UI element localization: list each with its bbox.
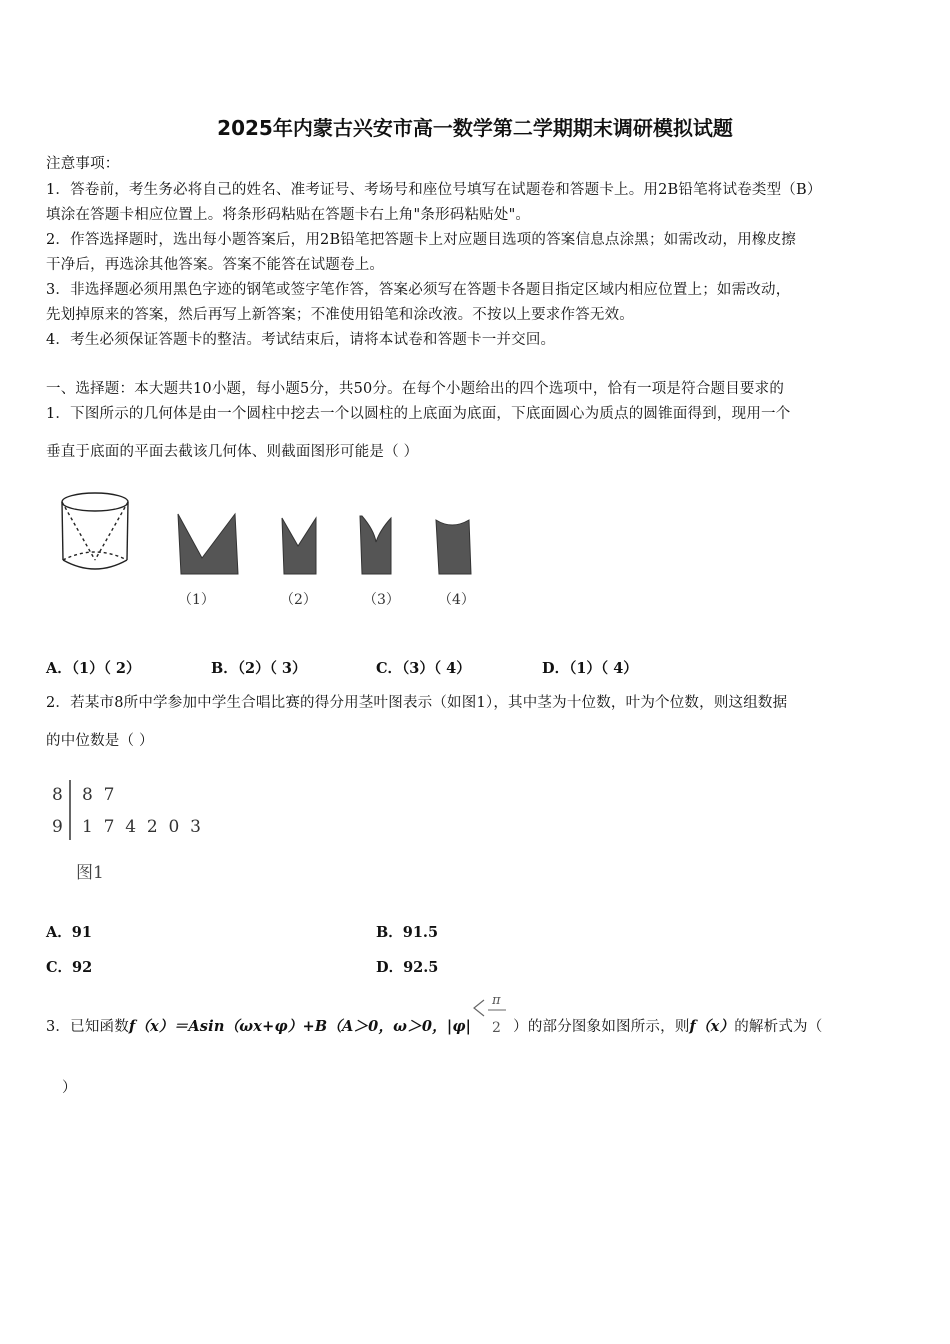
q1-text: 垂直于底面的平面去截该几何体、则截面图形可能是（ ） — [46, 444, 419, 460]
notice-line: 3．非选择题必须用黑色字迹的钢笔或签字笔作答，答案必须写在答题卡各题目指定区域内相应位置上；如需改动， — [46, 282, 791, 298]
section-shape-2 — [282, 518, 316, 574]
q3-function-name: f（x） — [689, 1018, 735, 1035]
leaf-values: 1 7 4 2 0 3 — [82, 817, 201, 837]
notice-heading: 注意事项： — [46, 156, 120, 172]
figure-label-4: （4） — [438, 592, 475, 608]
notice-line: 1．答卷前，考生务必将自己的姓名、准考证号、考场号和座位号填写在试题卷和答题卡上。用2B铅笔将试卷类型（B） — [46, 182, 822, 198]
q3-text-middle: ）的部分图象如图所示，则 — [513, 1019, 690, 1035]
figure-label-2: （2） — [280, 592, 317, 608]
q2-option-c[interactable]: C．92 — [46, 959, 93, 976]
section-shape-3 — [360, 516, 391, 574]
q2-option-a[interactable]: A．91 — [46, 924, 92, 941]
q3-function: f（x）＝Asin（ωx+φ）+B（A＞0，ω＞0，|φ| — [128, 1018, 472, 1035]
q1-option-d[interactable]: D．（1）（ 4） — [542, 660, 638, 677]
notice-line: 干净后，再选涂其他答案。答案不能答在试题卷上。 — [46, 257, 385, 273]
q1-option-a[interactable]: A．（1）（ 2） — [46, 660, 141, 677]
notice-line: 填涂在答题卡相应位置上。将条形码粘贴在答题卡右上角"条形码粘贴处"。 — [46, 207, 531, 223]
stem-leaf-plot — [46, 776, 246, 886]
figure-caption: 图1 — [76, 863, 104, 883]
q3-text-suffix: 的解析式为（ — [734, 1019, 823, 1035]
q2-text: 的中位数是（ ） — [46, 733, 154, 749]
q1-option-b[interactable]: B．（2）（ 3） — [211, 660, 307, 677]
q2-option-d[interactable]: D．92.5 — [376, 959, 439, 976]
q3-text-prefix: 3．已知函数 — [46, 1019, 129, 1035]
less-than-fraction — [470, 992, 514, 1038]
q2-option-b[interactable]: B．91.5 — [376, 924, 439, 941]
stem-value: 9 — [52, 817, 63, 837]
q3-text — [46, 1015, 822, 1036]
figure-label-1: （1） — [178, 592, 215, 608]
section-shape-1 — [178, 514, 238, 574]
page-title: 2025年内蒙古兴安市高一数学第二学期期末调研模拟试题 — [217, 116, 733, 140]
q1-option-c[interactable]: C．（3）（ 4） — [376, 660, 471, 677]
figure-label-3: （3） — [363, 592, 400, 608]
section-heading: 一、选择题：本大题共10小题，每小题5分，共50分。在每个小题给出的四个选项中，恰有一项是符合题目要求的 — [46, 381, 785, 397]
cylinder-figure — [62, 493, 128, 569]
q2-text: 2．若某市8所中学参加中学生合唱比赛的得分用茎叶图表示（如图1），其中茎为十位数，叶为个位数，则这组数据 — [46, 695, 788, 711]
notice-line: 先划掉原来的答案，然后再写上新答案；不准使用铅笔和涂改液。不按以上要求作答无效。 — [46, 307, 634, 323]
section-shape-4 — [436, 520, 471, 574]
fraction-denominator: 2 — [492, 1020, 501, 1036]
notice-line: 2．作答选择题时，选出每小题答案后，用2B铅笔把答题卡上对应题目选项的答案信息点涂黑；如需改动，用橡皮擦 — [46, 232, 797, 248]
stem-value: 8 — [52, 785, 63, 805]
notice-line: 4．考生必须保证答题卡的整洁。考试结束后，请将本试卷和答题卡一并交回。 — [46, 332, 556, 348]
q1-text: 1．下图所示的几何体是由一个圆柱中挖去一个以圆柱的上底面为底面，下底面圆心为质点的圆锥面得到，现用一个 — [46, 406, 791, 422]
leaf-values: 8 7 — [82, 785, 115, 805]
q3-text-close: ） — [62, 1080, 77, 1096]
fraction-numerator: π — [492, 993, 501, 1008]
q1-figure — [50, 482, 490, 618]
